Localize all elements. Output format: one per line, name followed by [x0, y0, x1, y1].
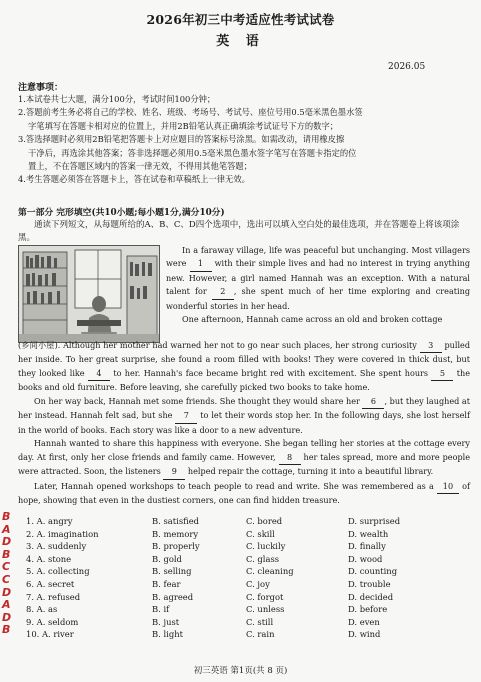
exam-date: 2026.05 — [388, 62, 426, 72]
passage-text: pulled her inside. To her great surprise, she found a room filled with books! They were covered in thick dust, but they looked like — [18, 340, 471, 378]
option-b: B. fear — [152, 578, 181, 589]
passage-text: her tales spread, more and more people were attracted. Soon, the listeners — [18, 451, 471, 477]
option-c: C. unless — [246, 604, 285, 615]
option-c: C. cleaning — [246, 566, 294, 577]
handwritten-answer: D — [2, 585, 12, 599]
option-a: 10. A. river — [26, 629, 74, 640]
passage-text: One afternoon, Hannah came across an old and broken cottage — [182, 314, 443, 325]
notes-heading: 注意事项： — [18, 83, 64, 93]
option-d: D. finally — [348, 541, 386, 552]
option-a: 4. A. stone — [26, 553, 72, 564]
notes-list — [18, 93, 470, 187]
option-d: D. surprised — [348, 516, 401, 526]
passage-text: With a natural talent for — [166, 272, 471, 297]
note-line: 4.考生答题必须答在答题卡上，答在试卷和草稿纸上一律无效。 — [18, 174, 250, 185]
option-d: D. trouble — [348, 578, 391, 589]
note-line: 置上，不在答题区域内的答案一律无效，不得用其他笔答题； — [28, 161, 253, 172]
option-row — [18, 529, 470, 542]
option-d: D. even — [348, 616, 380, 627]
option-b: B. selling — [152, 566, 192, 577]
exam-title: 2026年初三中考适应性考试试卷 — [146, 12, 335, 27]
passage-text: the books and old furniture. Before leaving, she carefully picked two books to take home. — [18, 367, 471, 393]
handwritten-answer: C — [2, 572, 11, 586]
option-c: C. skill — [246, 528, 275, 539]
handwritten-answer: C — [2, 560, 11, 574]
blank-10: 10 — [437, 480, 459, 494]
option-d: D. wealth — [348, 528, 389, 539]
option-a: 9. A. seldom — [26, 616, 79, 627]
blank-9: 9 — [163, 465, 185, 479]
option-b: B. agreed — [152, 591, 194, 602]
option-row — [18, 604, 470, 617]
passage-text: to let their words stop her. In the following days, she lost herself in the world of books. Each story was like a door to a new adventure. — [18, 410, 470, 435]
option-b: B. gold — [152, 553, 182, 564]
option-a: 1. A. angry — [26, 516, 73, 526]
note-line: 2.答题前考生务必将自己的学校、姓名、班级、考场号、考试号、座位号用0.5毫米黑色墨水签 — [18, 107, 363, 118]
option-a: 5. A. collecting — [26, 566, 90, 577]
option-row — [18, 617, 470, 630]
passage-text: Hannah wanted to share this happiness with everyone. She began telling her stories at the cottage every day. At first, only her close friends and family came. However, — [18, 438, 470, 462]
option-a: 7. A. refused — [26, 591, 81, 602]
passage-text: In a faraway village, life was peaceful but unchanging. Most — [182, 245, 433, 255]
option-b: B. properly — [152, 541, 200, 552]
passage-text: to her. Hannah's face became bright red with excitement. She spent hours — [113, 367, 429, 378]
handwritten-answer: B — [2, 547, 11, 561]
option-d: D. decided — [348, 591, 394, 602]
blank-4: 4 — [88, 367, 110, 381]
option-d: D. wood — [348, 553, 383, 564]
option-c: C. glass — [246, 553, 280, 564]
option-c: C. still — [246, 616, 274, 627]
note-line: 3.答选择题时必须用2B铅笔把答题卡上对应题目的答案标号涂黑。如需改动，请用橡皮擦 — [18, 134, 345, 145]
blank-5: 5 — [431, 367, 453, 381]
option-row — [18, 541, 470, 554]
option-a: 2. A. imagination — [26, 528, 99, 539]
option-row — [18, 554, 470, 567]
passage-text: helped repair the cottage, turning it into a beautiful library. — [187, 466, 434, 477]
note-line: 干净后，再选涂其他答案；答非选择题必须用0.5毫米黑色墨水签字笔写在答题卡指定的位 — [28, 147, 357, 158]
passage-text: Later, Hannah opened workshops to teach people to read and write. She was remembered as a — [34, 480, 434, 491]
handwritten-answer: B — [2, 510, 11, 523]
blank-7: 7 — [175, 409, 197, 423]
blank-1: 1 — [190, 257, 212, 271]
passage-text: trying anything new. However, a girl named Hannah was an exception. — [166, 258, 470, 283]
option-row — [18, 629, 470, 642]
option-b: B. memory — [152, 528, 199, 539]
directions: 通读下列短文，从每题所给的A、B、C、D四个选项中，选出可以填入空白处的最佳选项，并在答题卷上将该项涂黑。 — [18, 220, 460, 243]
illustration-library — [18, 245, 160, 343]
option-c: C. rain — [246, 629, 275, 640]
passage-paragraph-1 — [166, 244, 470, 327]
part-heading: 第一部分 完形填空(共10小题;每小题1分,满分10分) — [18, 208, 225, 218]
option-c: C. bored — [246, 516, 283, 526]
option-b: B. satisfied — [152, 516, 200, 526]
option-a: 6. A. secret — [26, 578, 75, 589]
option-c: C. forgot — [246, 591, 284, 602]
option-c: C. luckily — [246, 541, 286, 552]
passage-text: On her way back, Hannah met some friends. She thought they would share her — [34, 395, 360, 406]
page-footer: 初三英语 第1页(共 8 页) — [193, 666, 288, 676]
option-c: C. joy — [246, 578, 270, 589]
option-row — [18, 592, 470, 605]
passage-body — [18, 339, 470, 507]
blank-6: 6 — [362, 395, 384, 409]
option-a: 3. A. suddenly — [26, 541, 87, 552]
passage-text: villagers were — [166, 245, 470, 269]
note-line: 1.本试卷共七大题，满分100分，考试时间100分钟； — [18, 94, 216, 104]
option-d: D. counting — [348, 566, 398, 577]
option-b: B. just — [152, 616, 180, 627]
option-d: D. wind — [348, 629, 381, 640]
handwritten-answer: D — [2, 535, 12, 549]
passage-text: , but they laughed at her instead. Hannah felt sad, but she — [18, 395, 470, 421]
passage-text: and creating wonderful stories in her head. — [166, 286, 471, 311]
option-d: D. before — [348, 604, 388, 615]
blank-3: 3 — [420, 339, 442, 353]
handwritten-answer: A — [2, 522, 11, 536]
handwritten-answer: A — [2, 598, 11, 612]
option-b: B. light — [152, 629, 183, 640]
passage-text: of hope, showing that even in the dustiest corners, one can find hidden treasure. — [18, 480, 470, 505]
option-row — [18, 566, 470, 579]
passage-text: (乡间小屋). Although her mother had warned her not to go near such places, her strong curiosity — [18, 340, 417, 350]
option-row — [18, 579, 470, 592]
blank-8: 8 — [279, 451, 301, 465]
handwritten-answer: D — [2, 610, 12, 624]
options-list — [18, 516, 470, 642]
handwritten-answer: B — [2, 623, 11, 637]
option-row — [18, 516, 470, 529]
option-b: B. if — [152, 604, 170, 615]
subject-title: 英 语 — [216, 34, 265, 49]
option-a: 8. A. as — [26, 604, 58, 615]
blank-2: 2 — [212, 285, 234, 299]
passage-text: with their simple lives and had no interest in — [214, 258, 404, 269]
passage-text: , she spent much of her time exploring — [233, 286, 411, 297]
note-line: 字笔填写在答题卡相对应的位置上，并用2B铅笔认真正确填涂考试证号下方的数字； — [28, 120, 339, 131]
